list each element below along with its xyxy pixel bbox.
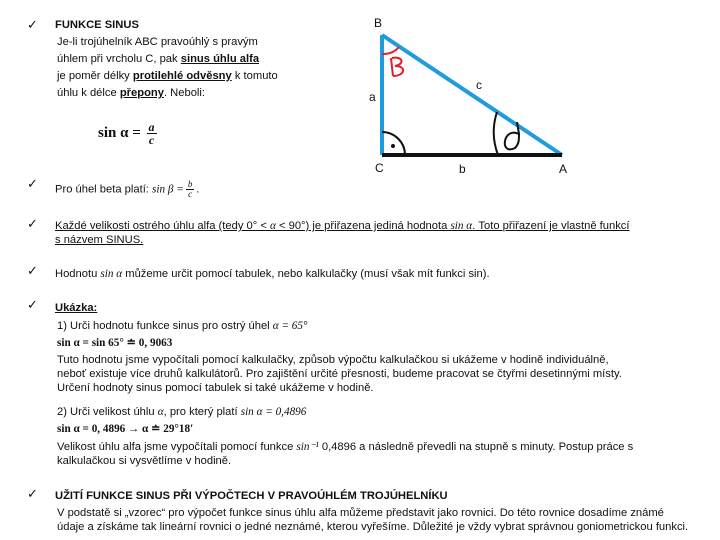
check-icon: ✓ (27, 217, 38, 232)
formula-fraction (147, 121, 157, 146)
alpha-symbol-text: α (157, 406, 164, 418)
alpha-symbol-text: α (269, 220, 276, 232)
label-A: A (559, 162, 568, 176)
formula-lhs: sin α = (98, 124, 141, 141)
beta-fraction (186, 180, 194, 199)
check-icon: ✓ (27, 18, 38, 33)
example-2-task (57, 406, 306, 420)
definition-line-1: Je-li trojúhelník ABC pravoúhlý s pravým (57, 36, 258, 48)
section-heading-funkce-sinus: FUNKCE SINUS (55, 19, 139, 31)
formula-numerator: a (148, 120, 155, 134)
text: 1) Urči hodnotu funkce sinus pro ostrý úhel (57, 320, 273, 332)
definition-line-3 (57, 70, 278, 84)
check-icon: ✓ (27, 487, 38, 502)
usage-text-1: V podstatě si „vzorec“ pro výpočet funkce sinus úhlu alfa můžeme představit jako rovnici. Do této rovnice dosadíme známé (57, 507, 664, 519)
alpha-symbol (505, 122, 519, 149)
beta-formula: sin β = (152, 183, 184, 196)
emphasis-protilehla-odvesna: protilehlé odvěsny (132, 70, 232, 82)
label-c: c (476, 78, 482, 92)
label-b: b (459, 162, 466, 176)
check-icon: ✓ (27, 298, 38, 313)
example-1-explanation-1: Tuto hodnotu jsme vypočítali pomocí kalkulačky, způsob výpočtu kalkulačkou si ukážeme v hodině individuálně, (57, 354, 609, 366)
label-C: C (375, 161, 384, 175)
beta-symbol (391, 58, 403, 76)
alpha-arc (494, 112, 498, 155)
text: . Neboli: (163, 87, 206, 99)
example-heading: Ukázka: (55, 302, 98, 314)
formula-denominator: c (148, 133, 155, 147)
text: Každé velikosti ostrého úhlu alfa (tedy 0° < (55, 220, 270, 232)
text: 2) Urči velikost úhlu (57, 406, 158, 418)
definition-line-4 (57, 87, 205, 101)
sin-alpha: sin α (100, 268, 123, 280)
usage-heading: UŽITÍ FUNKCE SINUS PŘI VÝPOČTECH V PRAVOÚHLÉM TROJÚHELNÍKU (55, 490, 448, 502)
example-2-explanation-1 (57, 441, 633, 455)
sin-alpha: sin α (450, 220, 473, 232)
assignment-line-1 (55, 220, 630, 234)
example-1-result: sin α = sin 65° ≐ 0, 9063 (57, 337, 173, 349)
text: Velikost úhlu alfa jsme vypočítali pomocí funkce (57, 441, 297, 453)
beta-numerator: b (187, 179, 193, 189)
text: . Toto přiřazení je vlastně funkcí (472, 220, 630, 232)
text: Hodnotu (55, 268, 101, 280)
calculator-note (55, 268, 490, 282)
text: , pro který platí (163, 406, 241, 418)
label-B: B (374, 16, 383, 30)
beta-denominator: c (188, 188, 193, 199)
text: úhlem při vrcholu C, pak (57, 53, 181, 65)
text: 0,4896 a následně převedli na stupně s minuty. Postup práce s (318, 441, 634, 453)
text: úhlu k délce (57, 87, 120, 99)
beta-arc (382, 47, 399, 54)
text: < 90°) je přiřazena jediná hodnota (275, 220, 451, 232)
side-c-hypotenuse (382, 35, 562, 155)
example-2-explanation-2: kalkulačkou si vysvětlíme v hodině. (57, 455, 232, 467)
right-angle-dot (391, 144, 395, 148)
angle-value: α = 65° (272, 320, 308, 332)
example-1-explanation-2: neboť existuje více druhů kalkulátorů. Pro zajištění určité přesnosti, budeme pracovat se čtyřmi desetinnými místy. (57, 368, 622, 380)
text: k tomuto (231, 70, 278, 82)
definition-line-2 (57, 53, 259, 67)
right-angle-arc (382, 132, 405, 155)
text: je poměr délky (57, 70, 133, 82)
emphasis-sinus-alfa: sinus úhlu alfa (180, 53, 260, 65)
right-triangle-diagram (355, 10, 590, 180)
check-icon: ✓ (27, 177, 38, 192)
check-icon: ✓ (27, 264, 38, 279)
example-1-task (57, 320, 307, 334)
inverse-sine: sin⁻¹ (296, 441, 319, 453)
text: můžeme určit pomocí tabulek, nebo kalkulačky (musí však mít funkci sin). (122, 268, 490, 280)
sine-value: sin α = 0,4896 (240, 406, 307, 418)
usage-text-2: údaje a získáme tak lineární rovnici o jedné neznámé, kterou vyřešíme. Důležité je vždy vybrat správnou goniometrickou funkci. (57, 521, 689, 533)
text: Pro úhel beta platí: (55, 183, 153, 196)
sine-formula (98, 121, 159, 146)
label-a: a (369, 90, 376, 104)
assignment-line-2: s názvem SINUS. (55, 234, 144, 246)
text: . (196, 183, 200, 196)
example-2-result: sin α = 0, 4896 → α ≐ 29°18′ (57, 423, 194, 435)
example-1-explanation-3: Určení hodnoty sinus pomocí tabulek si také ukážeme v hodině. (57, 382, 374, 394)
emphasis-prepona: přepony (119, 87, 164, 99)
beta-formula-line (55, 180, 199, 199)
